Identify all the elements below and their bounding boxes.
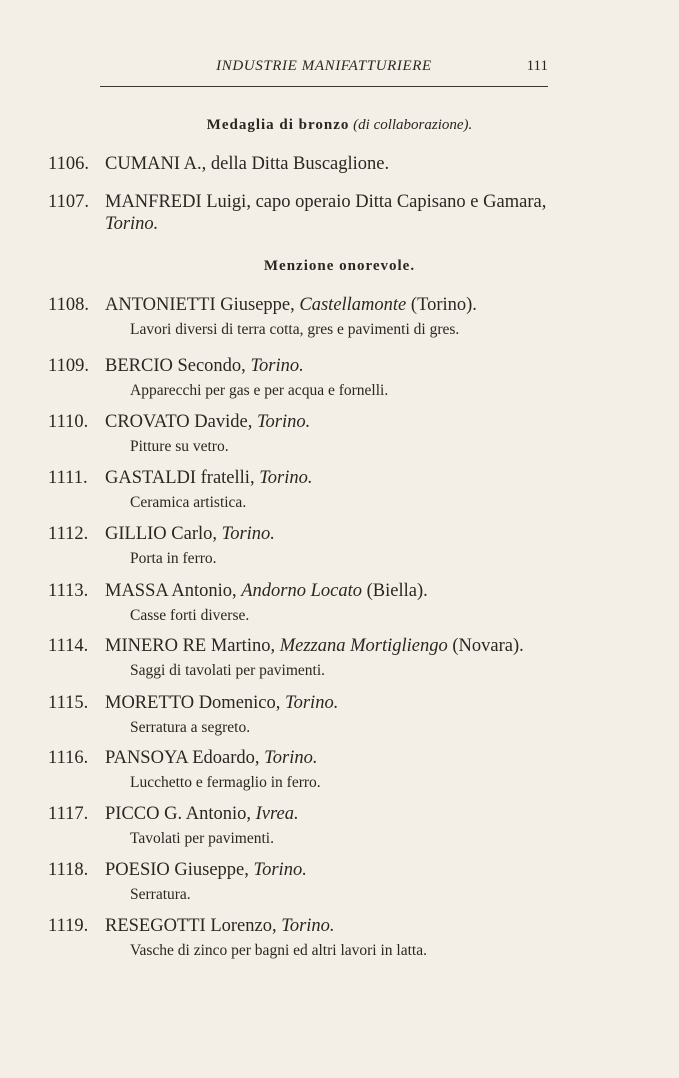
entry-name: CROVATO Davide,: [105, 412, 257, 432]
entry-description: Ceramica artistica.: [130, 494, 247, 511]
entry-description: Vasche di zinco per bagni ed altri lavori in latta.: [130, 942, 427, 959]
entry-name: MORETTO Domenico,: [105, 693, 286, 713]
entry-name: CUMANI A., della Ditta Buscaglione.: [105, 154, 390, 174]
entry-province: (Torino).: [406, 295, 477, 315]
entry-number: 1119.: [48, 916, 89, 936]
entry-place: Torino.: [250, 356, 304, 376]
entry-number: 1111.: [48, 468, 88, 488]
entry-description: Casse forti diverse.: [130, 607, 250, 624]
section-heading-bronze: [0, 117, 679, 134]
entry-1111: [48, 467, 568, 513]
entry-place: Torino.: [285, 693, 339, 713]
entry-name: ANTONIETTI Giuseppe,: [105, 295, 300, 315]
entry-1112: [48, 523, 568, 569]
entry-1115: [48, 692, 568, 738]
entry-number: 1108.: [48, 295, 89, 315]
entry-number: 1112.: [48, 524, 89, 544]
entry-1117: [48, 803, 568, 849]
section-heading-mention: [0, 258, 679, 275]
entry-name: MASSA Antonio,: [105, 581, 242, 601]
entry-1114: [48, 635, 568, 681]
entry-1106: [48, 153, 568, 175]
entry-place: Torino.: [256, 412, 311, 432]
entry-description: Saggi di tavolati per pavimenti.: [130, 662, 325, 679]
entry-description: Serratura a segreto.: [130, 719, 251, 736]
entry-description: Pitture su vetro.: [130, 438, 229, 455]
entry-number: 1107.: [48, 192, 89, 212]
entry-number: 1115.: [48, 693, 89, 713]
entry-place: Mezzana Mortigliengo: [279, 636, 448, 656]
entry-place: Torino.: [221, 524, 275, 544]
entry-continuation: Torino.: [105, 214, 159, 234]
entry-number: 1110.: [48, 412, 89, 432]
section-heading-italic: (di collaborazione).: [353, 117, 473, 133]
entry-1118: [48, 859, 568, 905]
entry-name: RESEGOTTI Lorenzo,: [105, 916, 282, 936]
entry-1107: [48, 191, 568, 235]
entry-1113: [48, 580, 568, 626]
entry-name: PANSOYA Edoardo,: [105, 748, 265, 768]
section-heading-bold: Menzione onorevole.: [263, 258, 416, 274]
entry-place: Andorno Locato: [241, 581, 362, 601]
entry-1110: [48, 411, 568, 457]
entry-name: GILLIO Carlo,: [105, 524, 222, 544]
entry-number: 1116.: [48, 748, 89, 768]
running-header: [100, 54, 548, 87]
entry-number: 1106.: [48, 154, 89, 174]
entry-place: Torino.: [281, 916, 335, 936]
entry-description: Porta in ferro.: [130, 550, 217, 567]
entry-1119: [48, 915, 568, 961]
entry-1116: [48, 747, 568, 793]
entry-province: (Biella).: [362, 581, 428, 601]
entry-place: Torino.: [253, 860, 307, 880]
entry-name: MINERO RE Martino,: [105, 636, 280, 656]
entry-1109: [48, 355, 568, 401]
entry-name: POESIO Giuseppe,: [105, 860, 254, 880]
entry-number: 1114.: [48, 636, 89, 656]
entry-place: Ivrea.: [255, 804, 299, 824]
entry-description: Tavolati per pavimenti.: [130, 830, 274, 847]
entry-description: Lavori diversi di terra cotta, gres e pavimenti di gres.: [130, 321, 460, 338]
section-heading-bold: Medaglia di bronzo: [206, 117, 350, 133]
entry-number: 1113.: [48, 581, 89, 601]
page-number: 111: [526, 58, 548, 74]
header-title: INDUSTRIE MANIFATTURIERE: [216, 58, 432, 74]
entry-place: Torino.: [259, 468, 313, 488]
entry-number: 1117.: [48, 804, 89, 824]
entry-province: (Novara).: [447, 636, 524, 656]
entry-place: Castellamonte: [299, 295, 407, 315]
entry-description: Lucchetto e fermaglio in ferro.: [130, 774, 321, 791]
entry-name: MANFREDI Luigi, capo operaio Ditta Capisano e Gamara,: [105, 192, 547, 212]
entry-number: 1118.: [48, 860, 89, 880]
entry-name: PICCO G. Antonio,: [105, 804, 256, 824]
entry-number: 1109.: [48, 356, 89, 376]
entry-description: Apparecchi per gas e per acqua e fornelli.: [130, 382, 389, 399]
entry-1108: [48, 294, 568, 340]
entry-name: GASTALDI fratelli,: [105, 468, 260, 488]
entry-name: BERCIO Secondo,: [105, 356, 251, 376]
entry-place: Torino.: [264, 748, 318, 768]
entry-description: Serratura.: [130, 886, 191, 903]
